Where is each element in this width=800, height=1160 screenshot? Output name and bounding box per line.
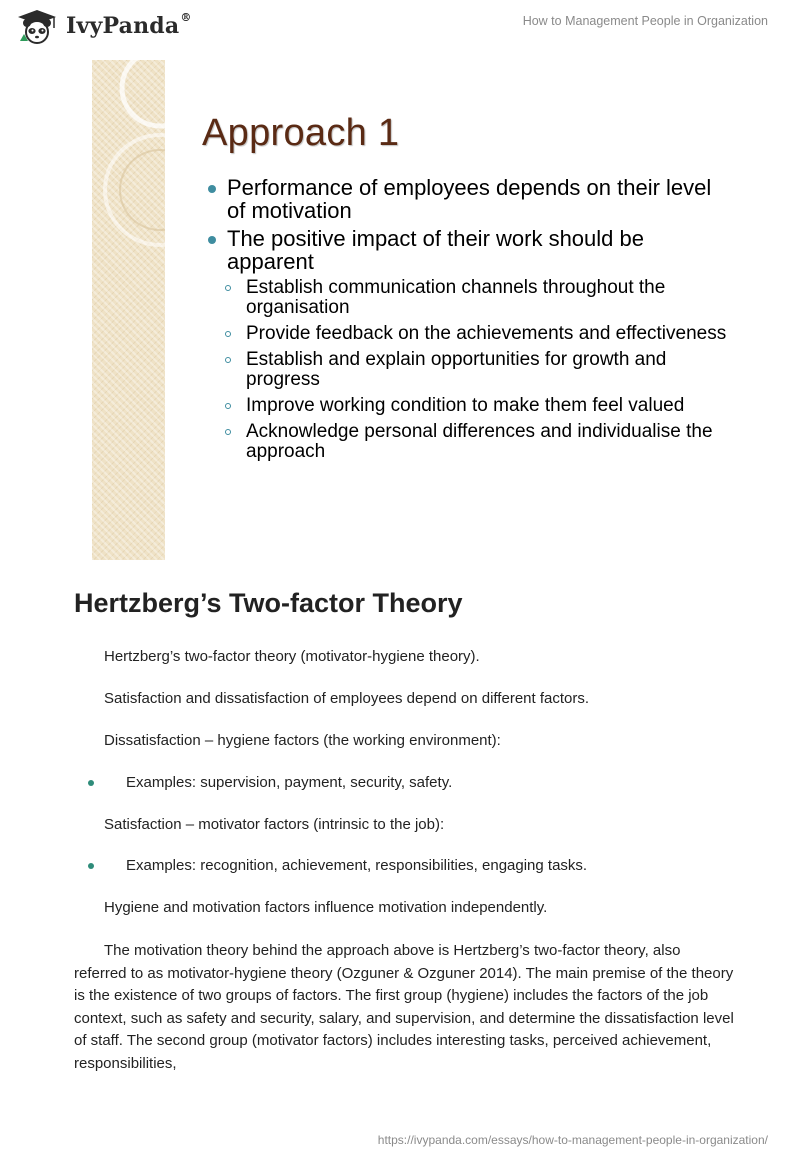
bullet-dot-icon [88,863,94,869]
bullet-ring-icon [225,403,231,409]
decorative-rings-icon [92,60,165,560]
document-title: How to Management People in Organization [522,14,768,28]
slide-bullet-list [208,176,728,468]
body-paragraph: The motivation theory behind the approach above is Hertzberg’s two-factor theory, also referred to as motivator-hygiene theory (Ozguner & Ozguner 2014). The main premise of the theory is the existence of two groups of factors. The first group (hygiene) includes the factors of the job context, such as safety and security, salary, and supervision, and determine the dissatisfaction level of staff. The second group (motivator factors) includes interesting tasks, perceived achievement, responsibilities, [74,942,734,1072]
bullet-dot-icon [208,236,216,244]
slide-sub-bullet: Improve working condition to make them feel valued [208,396,728,416]
section-heading: Hertzberg’s Two-factor Theory [74,588,463,618]
slide-sub-bullet: Establish and explain opportunities for growth and progress [208,350,728,390]
summary-line: Hygiene and motivation factors influence motivation independently. [104,899,548,916]
ivypanda-logo[interactable] [14,8,192,44]
slide-bullet: The positive impact of their work should be apparent [208,227,728,273]
slide-sub-bullet: Acknowledge personal differences and individualise the approach [208,422,728,462]
page-header [0,0,800,50]
bullet-ring-icon [225,285,231,291]
slide-bullet: Performance of employees depends on their level of motivation [208,176,728,222]
slide-image [92,60,732,560]
bullet-ring-icon [225,331,231,337]
bullet-ring-icon [225,429,231,435]
panda-graduate-icon [14,8,60,44]
slide-title: Approach 1 [202,112,400,154]
summary-line: Satisfaction and dissatisfaction of employees depend on different factors. [104,690,590,707]
slide-decorative-strip [92,60,165,560]
bullet-dot-icon [208,185,216,193]
source-url-link[interactable]: https://ivypanda.com/essays/how-to-management-people-in-organization/ [377,1133,768,1147]
summary-line: Satisfaction – motivator factors (intrinsic to the job): [104,816,445,833]
slide-sub-bullet: Establish communication channels throughout the organisation [208,278,728,318]
summary-line: Hertzberg’s two-factor theory (motivator-hygiene theory). [104,648,480,665]
brand-name: IvyPanda® [66,11,192,39]
slide-sub-bullet: Provide feedback on the achievements and effectiveness [208,324,728,344]
summary-line: Dissatisfaction – hygiene factors (the working environment): [104,732,501,749]
bullet-dot-icon [88,780,94,786]
bullet-ring-icon [225,357,231,363]
